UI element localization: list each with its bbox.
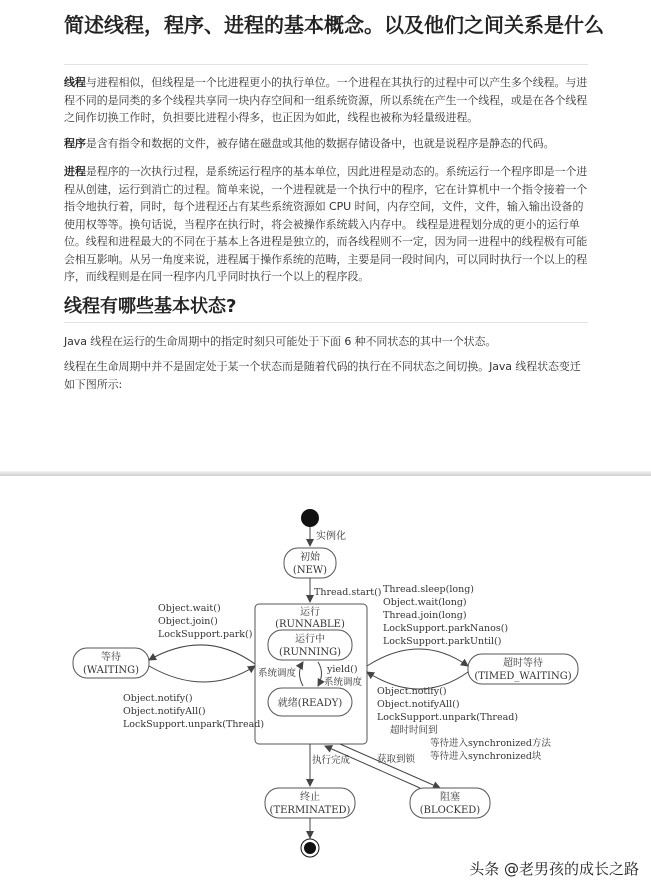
term-process: 进程 bbox=[64, 165, 86, 178]
paragraph-program bbox=[64, 135, 588, 153]
state-waiting-en: (WAITING) bbox=[82, 665, 140, 676]
state-ready-label: 就绪(READY) bbox=[277, 698, 343, 709]
heading-divider bbox=[64, 64, 588, 65]
label-schedule-1: 系统调度 bbox=[258, 668, 297, 679]
label-from-waiting-3: LockSupport.unpark(Thread) bbox=[123, 719, 265, 730]
state-blocked-cn: 阻塞 bbox=[440, 792, 460, 803]
term-program: 程序 bbox=[64, 137, 86, 150]
state-blocked-en: (BLOCKED) bbox=[419, 805, 481, 816]
arrow-to-waiting bbox=[149, 645, 255, 664]
state-waiting-cn: 等待 bbox=[101, 652, 121, 663]
state-runnable-en: (RUNNABLE) bbox=[275, 619, 345, 630]
state-terminated-cn: 终止 bbox=[300, 792, 320, 803]
state-running-en: (RUNNING) bbox=[279, 647, 341, 658]
state-runnable-cn: 运行 bbox=[300, 607, 320, 618]
label-instantiate: 实例化 bbox=[316, 531, 346, 542]
label-from-waiting-2: Object.notifyAll() bbox=[123, 706, 206, 717]
label-to-timed-1: Thread.sleep(long) bbox=[383, 584, 474, 595]
label-from-timed-3: LockSupport.unpark(Thread) bbox=[377, 712, 519, 723]
label-from-waiting-1: Object.notify() bbox=[123, 693, 193, 704]
state-new-cn: 初始 bbox=[300, 552, 320, 563]
label-to-waiting-1: Object.wait() bbox=[158, 603, 221, 614]
label-timeout: 超时时间到 bbox=[390, 725, 438, 736]
label-to-timed-3: Thread.join(long) bbox=[383, 610, 467, 621]
watermark: 头条 @老男孩的成长之路 bbox=[469, 860, 639, 878]
label-from-timed-1: Object.notify() bbox=[377, 686, 447, 697]
label-yield: yield() bbox=[327, 664, 358, 675]
arrow-to-blocked bbox=[340, 744, 440, 788]
label-to-timed-4: LockSupport.parkNanos() bbox=[383, 623, 509, 634]
paragraph-process bbox=[64, 163, 588, 286]
arrow-from-blocked bbox=[325, 746, 420, 788]
label-from-timed-2: Object.notifyAll() bbox=[377, 699, 460, 710]
paragraph-states-transition: 线程在生命周期中并不是固定处于某一个状态而是随着代码的执行在不同状态之间切换。Java 线程状态变迁如下图所示: bbox=[64, 360, 581, 391]
label-to-waiting-3: LockSupport.park() bbox=[158, 629, 253, 640]
process-description: 是程序的一次执行过程，是系统运行程序的基本单位，因此进程是动态的。系统运行一个程序即是一个进程从创建，运行到消亡的过程。简单来说，一个进程就是一个执行中的程序，它在计算机中一个指令接着一个指令地执行着，同时，每个进程还占有某些系统资源如 CPU 时间，内存空间，文件，文件，输入输出设备的使用权等等。换句话说，当程序在执行时，将会被操作系统载入内存中。 线程是进程划分成的更小的运行单位。线程和进程最大的不同在于基本上各进程是独立的，而各线程则不一定，因为同一进程中的线程极有可能会相互影响。从另一角度来说，进程属于操作系统的范畴，主要是同一段时间内，可以同时执行一个以上的程序，而线程则是在同一程序内几乎同时执行一个以上的程序段。 bbox=[64, 165, 588, 283]
label-to-blocked-1: 等待进入synchronized方法 bbox=[430, 738, 551, 749]
label-to-waiting-2: Object.join() bbox=[158, 616, 218, 627]
state-terminated-en: (TERMINATED) bbox=[269, 805, 351, 816]
label-thread-start: Thread.start() bbox=[314, 587, 382, 598]
arrow-to-timed bbox=[367, 649, 468, 666]
state-running-cn: 运行中 bbox=[295, 634, 325, 645]
section-heading-states: 线程有哪些基本状态? bbox=[64, 296, 237, 317]
arrow-from-waiting bbox=[149, 666, 255, 682]
section-heading-concepts: 简述线程，程序、进程的基本概念。以及他们之间关系是什么 bbox=[64, 13, 604, 37]
label-to-timed-5: LockSupport.parkUntil() bbox=[383, 636, 502, 647]
label-got-lock: 获取到锁 bbox=[377, 754, 416, 765]
thread-state-diagram bbox=[0, 476, 651, 891]
start-node bbox=[301, 509, 319, 527]
label-finish: 执行完成 bbox=[312, 755, 351, 766]
state-timed-cn: 超时等待 bbox=[503, 658, 543, 669]
label-to-blocked-2: 等待进入synchronized块 bbox=[430, 751, 542, 762]
state-new-en: (NEW) bbox=[292, 565, 328, 576]
heading-divider bbox=[64, 322, 588, 323]
paragraph-states-intro: Java 线程在运行的生命周期中的指定时刻只可能处于下面 6 种不同状态的其中一个状态。 bbox=[64, 335, 497, 348]
term-thread: 线程 bbox=[64, 76, 86, 89]
label-to-timed-2: Object.wait(long) bbox=[383, 597, 467, 608]
label-schedule-2: 系统调度 bbox=[324, 677, 363, 688]
thread-description: 与进程相似，但线程是一个比进程更小的执行单位。一个进程在其执行的过程中可以产生多个线程。与进程不同的是同类的多个线程共享同一块内存空间和一组系统资源，所以系统在产生一个线程，或是在各个线程之间作切换工作时，负担要比进程小得多，也正因为如此，线程也被称为轻量级进程。 bbox=[64, 76, 588, 124]
state-timed-en: (TIMED_WAITING) bbox=[474, 671, 572, 682]
end-node-dot bbox=[304, 842, 316, 854]
program-description: 是含有指令和数据的文件，被存储在磁盘或其他的数据存储设备中，也就是说程序是静态的代码。 bbox=[85, 137, 555, 150]
paragraph-thread bbox=[64, 74, 588, 127]
